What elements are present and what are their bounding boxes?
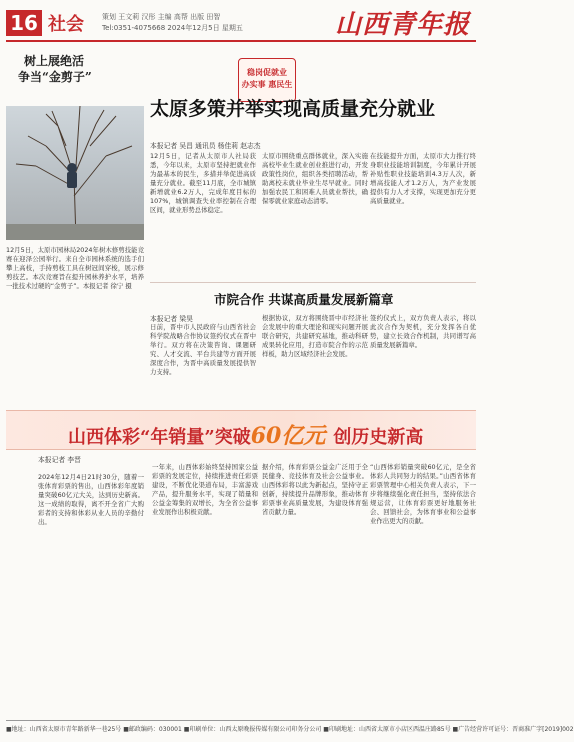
banner-prefix: 山西体彩“年销量”突破 (68, 427, 251, 448)
banner-title (68, 419, 423, 450)
story2-column2: 根据协议，双方将围绕晋中市经济社会发展中的重大理论和现实问题开展联合研究，共建研究基地，推动科研成果转化应用，打造市院合作的示范样板，助力区域经济社会发展。 (262, 314, 368, 358)
story1-column1: 12月5日，记者从太原市人社局获悉，今年以来，太原市坚持把就业作为最基本的民生，多措并举促进高质量充分就业。截至11月底，全市城镇新增就业6.2万人，完成年度目标的107%，城镇调查失业率控制在合理区间，就业形势总体稳定。 (150, 152, 256, 214)
story3-column4: “山西体彩销量突破60亿元，是全省体彩人共同努力的结果。”山西省体育彩票管理中心相关负责人表示，下一步将继续强化责任担当，坚持依法合规运营，让体育彩票更好地服务社会、回馈社会，为体育事业和公益事业作出更大的贡献。 (370, 463, 476, 525)
badge-line1: 稳岗促就业 (247, 68, 287, 77)
page-header (6, 8, 476, 42)
story1-headline: 太原多策并举实现高质量充分就业 (150, 98, 436, 120)
date-line: Tel:0351-4075668 2024年12月5日 星期五 (102, 24, 243, 32)
section-divider (150, 282, 476, 283)
story2-column3: 签约仪式上，双方负责人表示，将以此次合作为契机，充分发挥各自优势，建立长效合作机制，共同谱写高质量发展新篇章。 (370, 314, 476, 349)
banner-amount: 60亿元 (250, 423, 326, 449)
story2-headline: 市院合作 共谋高质量发展新篇章 (214, 292, 394, 307)
story1-column2: 太原市围绕重点群体就业，深入实施高校毕业生就业创业推进行动，开发政策性岗位，组织各类招聘活动，帮助离校未就业毕业生尽早就业。同时加强农民工和困难人员就业帮扶，确保零就业家庭动态清零。 (262, 152, 368, 205)
section-name: 社会 (48, 14, 84, 35)
newspaper-masthead: 山西青年报 (334, 10, 470, 40)
story1-column3: 在技能提升方面，太原市大力推行终身职业技能培训制度，今年累计开展补贴性职业技能培训4.3万人次，新增高技能人才1.2万人，为产业发展提供有力人才支撑，实现更加充分更高质量就业。 (370, 152, 476, 205)
photo-story-caption: 12月5日，太原市园林局2024年树木修剪技能竞赛在迎泽公园举行。来自全市园林系统的选手们攀上高枝，手持剪枝工具在树冠间穿梭，展示修剪技艺。本次竞赛旨在提升园林养护水平，培养一批技术过硬的“金剪子”。本报记者 徐宁 摄 (6, 246, 144, 290)
story3-column3: 据介绍，体育彩票公益金广泛用于全民健身、竞技体育及社会公益事业。山西体彩将以此为新起点，坚持守正创新，持续提升品牌形象，推动体育彩票事业高质量发展，为建设体育强省贡献力量。 (262, 463, 368, 516)
story2-byline: 本报记者 梁昊 (150, 315, 193, 323)
story3-byline: 本报记者 李晋 (38, 456, 81, 464)
page-footer: ■地址：山西省太原市青年路新华一巷25号 ■邮政编码：030001 ■印刷单位：山西太原晚报传媒有限公司印务分公司 ■印刷地址：山西省太原市小店区西温庄路85号 ■广告经营许可证号：晋商准广字[2019]002 (6, 720, 476, 733)
editor-line: 策划 王文莉 汉彤 主编 高帮 出版 田智 (102, 13, 221, 21)
lottery-banner (6, 410, 476, 450)
story1-byline: 本报记者 吴昌 通讯员 杨佳莉 赵志杰 (150, 142, 261, 150)
photo-story-title-line1: 树上展绝活 (24, 54, 85, 68)
badge-line2: 办实事 惠民生 (241, 80, 293, 89)
photo-story-title-line2: 争当“金剪子” (18, 70, 92, 84)
tree-pruning-photo (6, 106, 144, 240)
banner-suffix: 创历史新高 (333, 427, 424, 448)
story2-column1: 日前，晋中市人民政府与山西省社会科学院战略合作协议签约仪式在晋中举行。双方将在决策咨询、课题研究、人才交流、平台共建等方面开展深度合作，为晋中高质量发展提供智力支持。 (150, 323, 256, 376)
story3-column1: 2024年12月4日21时30分，随着一张体育彩票的售出，山西体彩年度销量突破60亿元大关，达到历史新高。这一成绩的取得，离不开全省广大购彩者的支持和体彩从业人员的辛勤付出。 (38, 473, 144, 526)
story3-column2: 一年来，山西体彩始终坚持国家公益彩票的发展定位，持续推进责任彩票建设，不断优化渠道布局，丰富游戏产品，提升服务水平，实现了销量和公益金筹集的双增长，为全省公益事业发展作出积极贡献。 (152, 463, 258, 516)
page-number: 16 (6, 10, 42, 36)
